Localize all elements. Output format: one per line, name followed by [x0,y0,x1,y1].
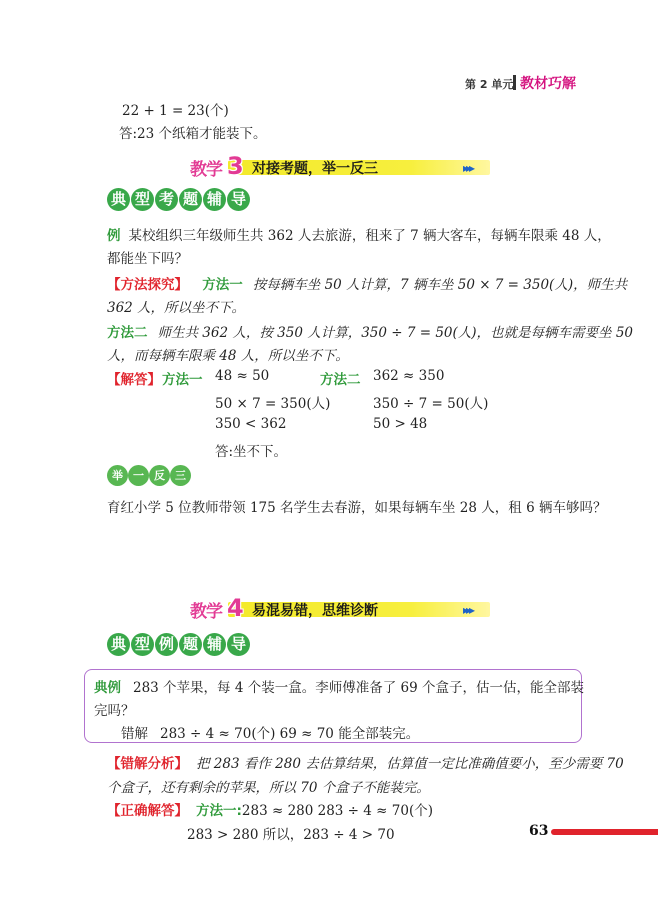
answer-m1-line: 350 < 362 [215,416,287,432]
banner-number: 3 [227,152,244,180]
banner-teaching-label: 教学 [190,160,222,180]
method-line-1 [107,273,627,293]
analysis-line-2: 个盒子，还有剩余的苹果，所以 70 个盒子不能装完。 [107,780,430,796]
method-two-text: 师生共 362 人，按 350 人计算，350 ÷ 7 = 50(人)，也就是每辆车需要坐 50 [157,325,634,341]
answer-m2-line: 362 ≈ 350 [373,368,445,384]
example-label: 例 [107,228,121,244]
analysis-line-1 [107,752,624,772]
badge-char: 型 [131,633,154,656]
example-text: 某校组织三年级师生共 362 人去旅游，租来了 7 辆大客车，每辆车限乘 48 人， [128,228,611,244]
correct-method-label: 方法一: [196,803,242,819]
badge-char: 举 [107,465,128,486]
answer-method-one-label: 方法一 [162,372,203,388]
box-line-2: 完吗？ [94,703,135,719]
badge-char: 题 [179,188,202,211]
banner-number: 4 [227,594,244,622]
arrows-icon: ▸▸▸ [463,603,473,617]
answer-tag: 【解答】 [107,372,161,388]
answer-method-two-label: 方法二 [320,372,361,388]
box-line-1 [94,676,584,696]
method-one-label: 方法一 [202,277,243,293]
badge-char: 题 [179,633,202,656]
badge-char: 考 [155,188,178,211]
badge-char: 辅 [203,188,226,211]
typical-example-guide-badge [107,633,250,656]
header-divider [513,75,516,90]
header-title: 教材巧解 [520,76,576,92]
typical-problem-guide-badge [107,188,250,211]
example-line-2: 都能坐下吗？ [107,251,188,267]
practice-badge [107,465,191,486]
box-label: 典例 [94,680,121,696]
badge-char: 导 [227,188,250,211]
wrong-label: 错解 [121,726,148,742]
answer-m2-line: 50 > 48 [373,416,428,432]
banner-teaching-label: 教学 [190,602,222,622]
badge-char: 型 [131,188,154,211]
analysis-text: 把 283 看作 280 去估算结果，估算值一定比准确值要小，至少需要 70 [196,756,624,772]
practice-question: 育红小学 5 位教师带领 175 名学生去春游，如果每辆车坐 28 人，租 6 辆车够吗？ [107,500,607,516]
method-line-4: 人，而每辆车限乘 48 人，所以坐不下。 [107,348,349,364]
answer-m1-line: 50 × 7 = 350(人) [215,396,331,412]
arrows-icon: ▸▸▸ [463,161,473,175]
correct-tag: 【正确解答】 [107,803,188,819]
banner-title: 对接考题，举一反三 [252,161,378,177]
box-text: 283 个苹果，每 4 个装一盒。李师傅准备了 69 个盒子，估一估，能全部装 [133,680,584,696]
method-line-3 [107,321,633,341]
badge-char: 导 [227,633,250,656]
answer-m1-line: 答:坐不下。 [215,444,288,460]
header-unit: 第 2 单元 [465,78,514,91]
answer-m1-line: 48 ≈ 50 [215,368,270,384]
banner-title: 易混易错，思维诊断 [252,603,378,619]
correct-text: 283 ≈ 280 283 ÷ 4 ≈ 70(个) [241,803,433,819]
answer-line: 答:23 个纸箱才能装下。 [119,126,267,142]
section-banner-3 [190,152,490,180]
correct-line-2: 283 > 280 所以，283 ÷ 4 > 70 [187,827,395,843]
analysis-tag: 【错解分析】 [107,756,188,772]
method-tag: 【方法探究】 [107,277,188,293]
method-one-text: 按每辆车坐 50 人计算，7 辆车坐 50 × 7 = 350(人)，师生共 [252,277,628,293]
example-line-1 [107,224,611,244]
method-line-2: 362 人，所以坐不下。 [107,300,246,316]
box-line-3 [121,722,419,742]
badge-char: 辅 [203,633,226,656]
badge-char: 反 [149,465,170,486]
section-banner-4 [190,594,490,622]
badge-char: 三 [170,465,191,486]
answer-m2-line: 350 ÷ 7 = 50(人) [373,396,489,412]
footer-bar [551,829,658,835]
badge-char: 例 [155,633,178,656]
badge-char: 一 [128,465,149,486]
badge-char: 典 [107,633,130,656]
badge-char: 典 [107,188,130,211]
page-number: 63 [529,823,549,839]
calc-line: 22 + 1 = 23(个) [122,103,229,119]
wrong-text: 283 ÷ 4 ≈ 70(个) 69 ≈ 70 能全部装完。 [160,726,420,742]
correct-line-1 [107,799,433,819]
method-two-label: 方法二 [107,325,148,341]
